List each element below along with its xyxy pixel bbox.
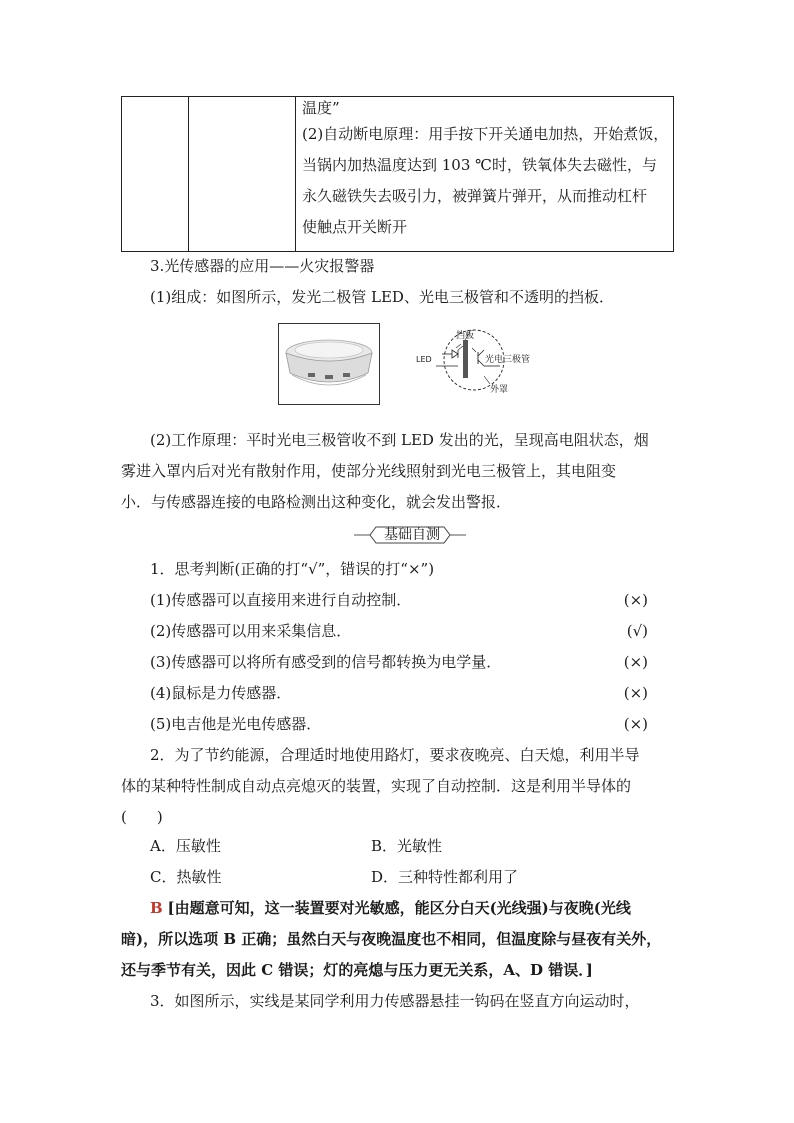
principle-line: 小．与传感器连接的电路检测出这种变化，就会发出警报．: [121, 493, 512, 511]
q1-mark: (√): [626, 622, 648, 640]
q1-item: (5)电吉他是光电传感器．: [150, 715, 322, 733]
q1-mark: (×): [623, 715, 648, 733]
q1-mark: (×): [623, 653, 648, 671]
banner-label: 基础自测: [384, 527, 440, 543]
q2-analysis-line-2: 暗)，所以选项 B 正确；虽然白天与夜晚温度也不相同，但温度除与昼夜有关外，: [121, 930, 662, 948]
q1-item: (4)鼠标是力传感器．: [150, 684, 292, 702]
label-baffle: 挡板: [456, 331, 475, 341]
principle-line: (2)工作原理：平时光电三极管收不到 LED 发出的光，呈现高电阻状态，烟: [150, 431, 649, 449]
q1-mark: (×): [623, 591, 648, 609]
principle-line: 雾进入罩内后对光有散射作用，使部分光线照射到光电三极管上，其电阻变: [121, 462, 617, 480]
q1-item: (2)传感器可以用来采集信息．: [150, 622, 352, 640]
q1-mark: (×): [623, 684, 648, 702]
q2-option-d: D．三种特性都利用了: [371, 868, 519, 886]
q2-stem-line: 2．为了节约能源，合理适时地使用路灯，要求夜晚亮、白天熄，利用半导: [150, 746, 640, 764]
q3-stem: 3．如图所示，实线是某同学利用力传感器悬挂一钩码在竖直方向运动时，: [150, 992, 640, 1010]
q2-option-a: A．压敏性: [150, 837, 221, 855]
cell-line: 温度”: [302, 99, 340, 117]
table-cell-content: [296, 97, 674, 252]
q2-option-b: B．光敏性: [371, 837, 443, 855]
section-heading: 3.光传感器的应用——火灾报警器: [150, 257, 375, 275]
q1-stem: 1．思考判断(正确的打“√”，错误的打“×”): [150, 560, 435, 578]
cell-line: (2)自动断电原理：用手按下开关通电加热，开始煮饭，: [302, 125, 669, 143]
q2-analysis-line-3: 还与季节有关，因此 C 错误；灯的亮熄与压力更无关系，A、D 错误．]: [121, 961, 593, 979]
q1-item: (1)传感器可以直接用来进行自动控制．: [150, 591, 412, 609]
continued-table: [121, 96, 674, 252]
q2-option-c: C．热敏性: [150, 868, 222, 886]
q2-analysis-line-1: [150, 898, 631, 918]
composition-text: (1)组成：如图所示，发光二极管 LED、光电三极管和不透明的挡板．: [150, 288, 614, 306]
q1-item: (3)传感器可以将所有感受到的信号都转换为电学量．: [150, 653, 502, 671]
label-cover: 外罩: [490, 385, 509, 395]
alarm-schematic-diagram: [412, 328, 552, 398]
table-cell-empty-2: [189, 97, 296, 252]
label-led: LED: [416, 355, 432, 364]
q2-stem-line: ( ): [121, 808, 163, 826]
q2-analysis-text: [由题意可知，这一装置要对光敏感，能区分白天(光线强)与夜晚(光线: [167, 899, 631, 917]
q2-stem-line: 体的某种特性制成自动点亮熄灭的装置，实现了自动控制．这是利用半导体的: [121, 777, 632, 795]
cell-line: 使触点开关断开: [302, 218, 408, 236]
table-cell-empty-1: [122, 97, 189, 252]
cell-line: 当锅内加热温度达到 103 ℃时，铁氧体失去磁性，与: [302, 156, 657, 174]
smoke-detector-photo: [278, 323, 380, 405]
label-phototransistor: 光电三极管: [485, 355, 531, 365]
q2-answer: B: [150, 899, 163, 917]
cell-line: 永久磁铁失去吸引力，被弹簧片弹开，从而推动杠杆: [302, 187, 648, 205]
